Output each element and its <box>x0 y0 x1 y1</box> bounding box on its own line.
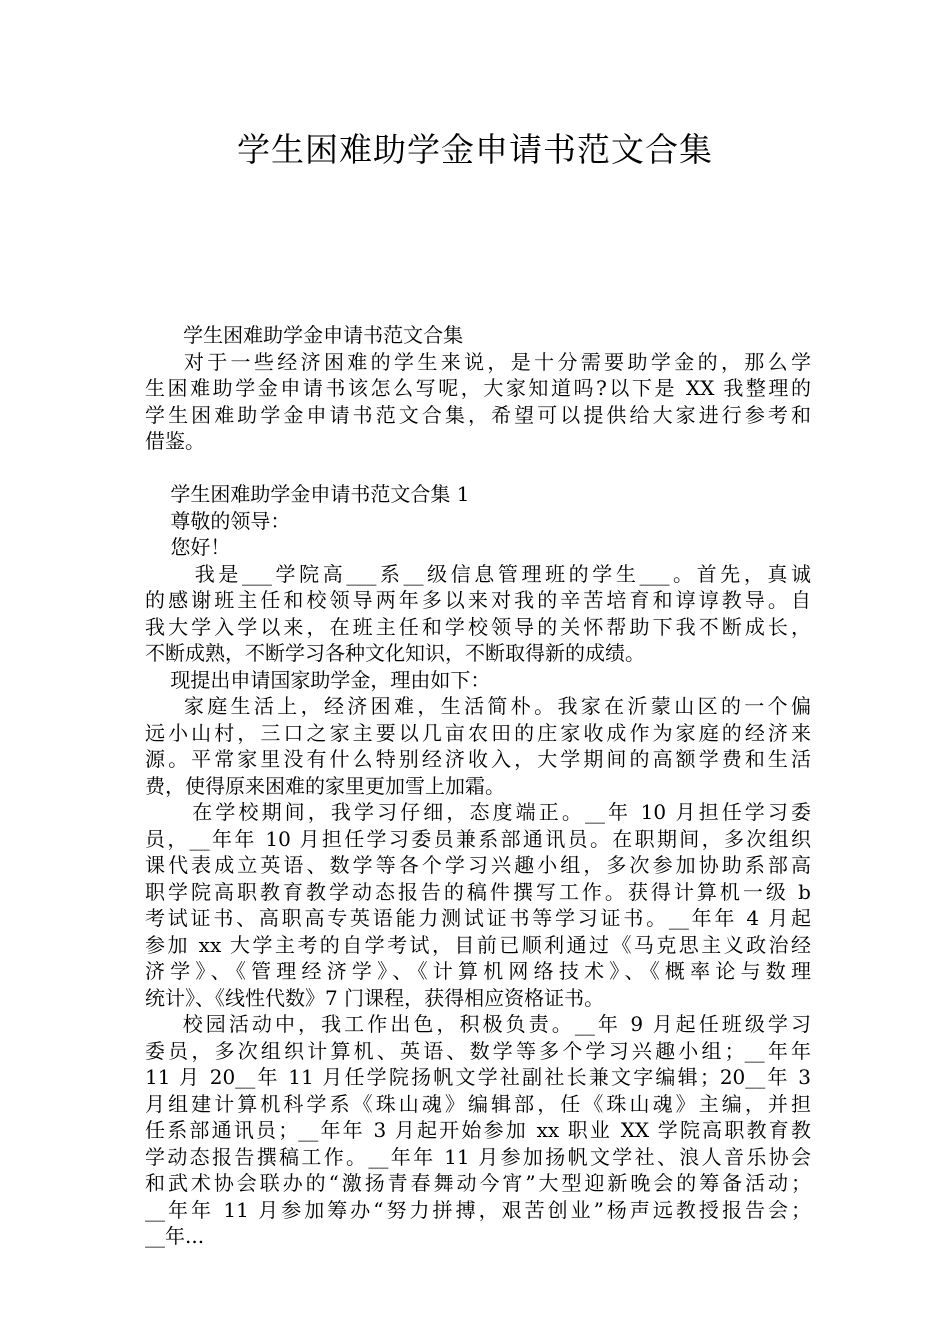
blank-line <box>145 455 811 482</box>
paragraph-line: __年年 11 月参加筹办“努力拼搏，艰苦创业”杨声远教授报告会； <box>145 1197 811 1222</box>
paragraph-line: 校园活动中，我工作出色，积极负责。__年 9 月起任班级学习 <box>145 1012 811 1036</box>
paragraph-line: 参加 xx 大学主考的自学考试，目前已顺利通过《马克思主义政治经 <box>145 932 811 957</box>
paragraph-line: 济学》、《管理经济学》、《计算机网络技术》、《概率论与数理 <box>145 959 811 983</box>
paragraph-line: 月组建计算机科学系《珠山魂》编辑部，任《珠山魂》主编，并担 <box>145 1091 811 1116</box>
paragraph-line: 您好！ <box>145 535 231 559</box>
paragraph-line: 不断成熟，不断学习各种文化知识，不断取得新的成绩。 <box>145 641 645 665</box>
paragraph-line: 家庭生活上，经济困难，生活简朴。我家在沂蒙山区的一个偏 <box>145 694 811 718</box>
paragraph-line: 和武术协会联办的“激扬青春舞动今宵”大型迎新晚会的筹备活动； <box>145 1171 811 1195</box>
paragraph-line: 在学校期间，我学习仔细，态度端正。__年 10 月担任学习委 <box>145 800 811 824</box>
paragraph-line: 课代表成立英语、数学等各个学习兴趣小组，多次参加协助系部高 <box>145 853 811 877</box>
document-body <box>145 322 811 1250</box>
document-title: 学生困难助学金申请书范文合集 <box>237 130 713 169</box>
paragraph-line: 我是___学院高___系__级信息管理班的学生___。首先，真诚 <box>145 561 812 586</box>
paragraph-line: 任系部通讯员；__年年 3 月起开始参加 xx 职业 XX 学院高职教育教 <box>145 1118 811 1142</box>
paragraph-line: 考试证书、高职高专英语能力测试证书等学习证书。__年年 4 月起 <box>145 906 811 930</box>
paragraph-line: 委员，多次组织计算机、英语、数学等多个学习兴趣小组；__年年 <box>145 1038 811 1063</box>
paragraph-line: 统计》、《线性代数》7 门课程，获得相应资格证书。 <box>145 985 605 1010</box>
paragraph-line: 尊敬的领导： <box>145 508 291 533</box>
paragraph-line: 对于一些经济困难的学生来说，是十分需要助学金的，那么学 <box>145 349 811 374</box>
paragraph-line: 职学院高职教育教学动态报告的稿件撰写工作。获得计算机一级 b <box>145 879 811 904</box>
paragraph-line: 11 月 20__年 11 月任学院扬帆文学社副社长兼文字编辑；20__年 3 <box>145 1065 811 1089</box>
paragraph-line: 生困难助学金申请书该怎么写呢，大家知道吗?以下是 XX 我整理的 <box>145 376 811 400</box>
paragraph-line: 现提出申请国家助学金，理由如下： <box>145 667 491 692</box>
paragraph-line: __年... <box>145 1224 205 1248</box>
paragraph-line: 学生困难助学金申请书范文合集，希望可以提供给大家进行参考和 <box>145 402 811 427</box>
paragraph-line: 学生困难助学金申请书范文合集 <box>145 323 464 347</box>
paragraph-line: 员，__年年 10 月担任学习委员兼系部通讯员。在职期间，多次组织 <box>145 826 811 851</box>
paragraph-line: 我大学入学以来，在班主任和学校领导的关怀帮助下我不断成长， <box>145 614 811 639</box>
paragraph-line: 学动态报告撰稿工作。__年年 11 月参加扬帆文学社、浪人音乐协会 <box>145 1144 811 1169</box>
paragraph-line: 学生困难助学金申请书范文合集 1 <box>145 482 470 506</box>
paragraph-line: 源。平常家里没有什么特别经济收入，大学期间的高额学费和生活 <box>145 747 811 771</box>
paragraph-line: 远小山村，三口之家主要以几亩农田的庄家收成作为家庭的经济来 <box>145 720 811 745</box>
paragraph-line: 的感谢班主任和校领导两年多以来对我的辛苦培育和谆谆教导。自 <box>145 588 811 612</box>
paragraph-line: 借鉴。 <box>145 429 205 453</box>
paragraph-line: 费，使得原来困难的家里更加雪上加霜。 <box>145 773 505 798</box>
